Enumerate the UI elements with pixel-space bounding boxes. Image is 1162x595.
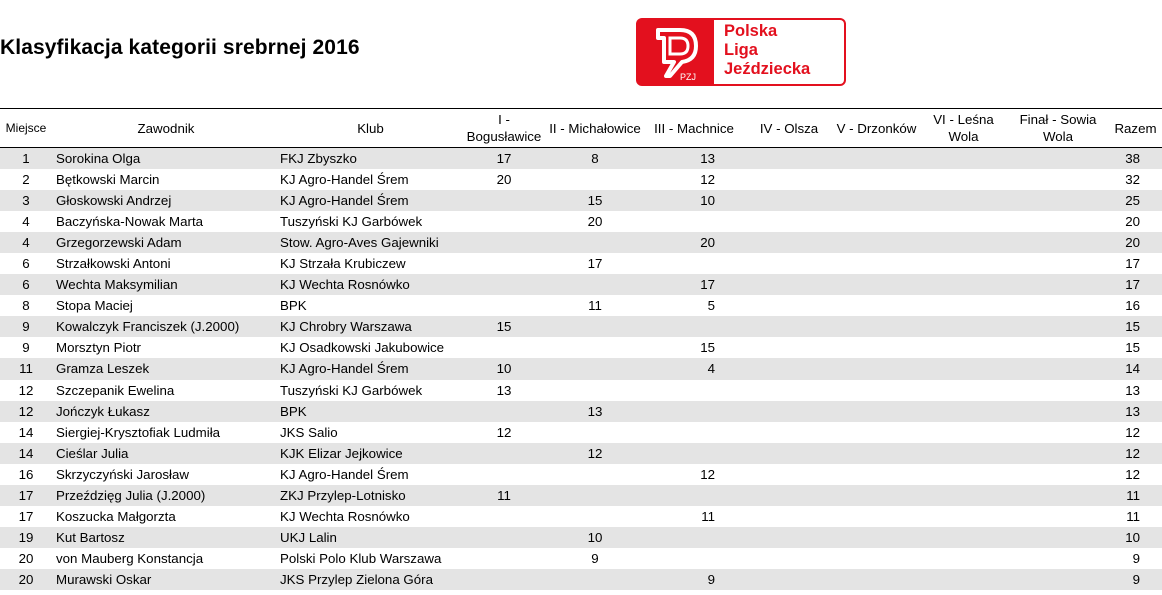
cell-round-1 — [461, 548, 547, 569]
cell-round-3 — [643, 527, 745, 548]
cell-rider-name: Kut Bartosz — [52, 527, 280, 548]
cell-club: Tuszyński KJ Garbówek — [280, 211, 461, 232]
cell-place: 9 — [0, 337, 52, 358]
table-row — [0, 358, 1162, 379]
cell-club: Stow. Agro-Aves Gajewniki — [280, 232, 461, 253]
cell-final — [1007, 190, 1109, 211]
cell-round-1 — [461, 274, 547, 295]
cell-round-4 — [745, 316, 833, 337]
cell-round-6 — [920, 527, 1007, 548]
cell-rider-name: Koszucka Małgorzta — [52, 506, 280, 527]
cell-round-1 — [461, 232, 547, 253]
cell-total: 13 — [1109, 380, 1162, 401]
table-row — [0, 443, 1162, 464]
cell-round-1 — [461, 253, 547, 274]
cell-round-3 — [643, 211, 745, 232]
cell-round-5 — [833, 169, 920, 190]
cell-round-2 — [547, 337, 643, 358]
cell-round-1: 15 — [461, 316, 547, 337]
cell-total: 13 — [1109, 401, 1162, 422]
cell-club: BPK — [280, 401, 461, 422]
cell-round-6 — [920, 316, 1007, 337]
table-row — [0, 527, 1162, 548]
cell-place: 8 — [0, 295, 52, 316]
cell-rider-name: Cieślar Julia — [52, 443, 280, 464]
cell-final — [1007, 148, 1109, 170]
header-club: Klub — [280, 109, 461, 148]
cell-final — [1007, 464, 1109, 485]
cell-round-4 — [745, 569, 833, 590]
table-row — [0, 337, 1162, 358]
cell-place: 3 — [0, 190, 52, 211]
cell-total: 20 — [1109, 232, 1162, 253]
cell-round-5 — [833, 527, 920, 548]
cell-round-3 — [643, 401, 745, 422]
cell-final — [1007, 232, 1109, 253]
cell-place: 12 — [0, 380, 52, 401]
cell-round-4 — [745, 337, 833, 358]
cell-total: 12 — [1109, 464, 1162, 485]
cell-total: 16 — [1109, 295, 1162, 316]
cell-round-4 — [745, 358, 833, 379]
cell-round-2 — [547, 569, 643, 590]
cell-rider-name: Głoskowski Andrzej — [52, 190, 280, 211]
cell-rider-name: von Mauberg Konstancja — [52, 548, 280, 569]
cell-club: KJ Agro-Handel Śrem — [280, 169, 461, 190]
header-round-2: II - Michałowice — [547, 109, 643, 148]
table-row — [0, 401, 1162, 422]
cell-round-6 — [920, 506, 1007, 527]
cell-club: KJ Osadkowski Jakubowice — [280, 337, 461, 358]
cell-round-2 — [547, 358, 643, 379]
cell-round-1 — [461, 527, 547, 548]
cell-round-3 — [643, 422, 745, 443]
cell-round-3 — [643, 443, 745, 464]
cell-round-3: 12 — [643, 464, 745, 485]
table-row — [0, 506, 1162, 527]
cell-place: 19 — [0, 527, 52, 548]
cell-round-5 — [833, 548, 920, 569]
cell-final — [1007, 211, 1109, 232]
cell-total: 12 — [1109, 443, 1162, 464]
cell-total: 12 — [1109, 422, 1162, 443]
cell-total: 9 — [1109, 569, 1162, 590]
cell-rider-name: Murawski Oskar — [52, 569, 280, 590]
cell-total: 9 — [1109, 548, 1162, 569]
cell-rider-name: Wechta Maksymilian — [52, 274, 280, 295]
cell-round-3: 5 — [643, 295, 745, 316]
cell-round-6 — [920, 401, 1007, 422]
table-row — [0, 274, 1162, 295]
cell-round-2: 8 — [547, 148, 643, 170]
cell-round-4 — [745, 295, 833, 316]
cell-round-5 — [833, 464, 920, 485]
cell-club: JKS Salio — [280, 422, 461, 443]
cell-round-3 — [643, 548, 745, 569]
header-final: Finał - Sowia Wola — [1007, 109, 1109, 148]
cell-final — [1007, 569, 1109, 590]
cell-round-4 — [745, 380, 833, 401]
cell-round-5 — [833, 211, 920, 232]
cell-round-4 — [745, 506, 833, 527]
cell-round-1: 12 — [461, 422, 547, 443]
cell-round-1: 13 — [461, 380, 547, 401]
cell-club: KJ Wechta Rosnówko — [280, 274, 461, 295]
table-row — [0, 190, 1162, 211]
cell-final — [1007, 380, 1109, 401]
cell-club: KJ Agro-Handel Śrem — [280, 464, 461, 485]
cell-round-4 — [745, 253, 833, 274]
cell-round-6 — [920, 190, 1007, 211]
cell-round-6 — [920, 337, 1007, 358]
cell-final — [1007, 169, 1109, 190]
cell-place: 2 — [0, 169, 52, 190]
cell-place: 9 — [0, 316, 52, 337]
cell-round-2: 13 — [547, 401, 643, 422]
header-round-5: V - Drzonków — [833, 109, 920, 148]
header-round-4: IV - Olsza — [745, 109, 833, 148]
cell-round-6 — [920, 464, 1007, 485]
cell-rider-name: Strzałkowski Antoni — [52, 253, 280, 274]
cell-round-3: 11 — [643, 506, 745, 527]
cell-round-2 — [547, 506, 643, 527]
cell-round-3: 13 — [643, 148, 745, 170]
cell-club: BPK — [280, 295, 461, 316]
cell-final — [1007, 527, 1109, 548]
cell-final — [1007, 274, 1109, 295]
cell-round-5 — [833, 295, 920, 316]
cell-rider-name: Grzegorzewski Adam — [52, 232, 280, 253]
table-row — [0, 569, 1162, 590]
cell-round-4 — [745, 443, 833, 464]
cell-round-2: 11 — [547, 295, 643, 316]
header-round-1: I - Bogusławice — [461, 109, 547, 148]
cell-round-5 — [833, 337, 920, 358]
cell-round-1 — [461, 211, 547, 232]
cell-place: 6 — [0, 274, 52, 295]
cell-total: 11 — [1109, 485, 1162, 506]
page-title: Klasyfikacja kategorii srebrnej 2016 — [0, 36, 360, 59]
cell-round-1 — [461, 569, 547, 590]
cell-rider-name: Stopa Maciej — [52, 295, 280, 316]
cell-final — [1007, 253, 1109, 274]
cell-place: 16 — [0, 464, 52, 485]
cell-place: 12 — [0, 401, 52, 422]
cell-round-3: 12 — [643, 169, 745, 190]
cell-place: 17 — [0, 485, 52, 506]
cell-round-5 — [833, 401, 920, 422]
cell-club: KJ Wechta Rosnówko — [280, 506, 461, 527]
cell-club: KJ Chrobry Warszawa — [280, 316, 461, 337]
cell-club: KJK Elizar Jejkowice — [280, 443, 461, 464]
cell-round-2 — [547, 274, 643, 295]
logo-text: Polska Liga Jeździecka — [724, 22, 811, 78]
cell-round-1: 11 — [461, 485, 547, 506]
cell-round-1 — [461, 443, 547, 464]
cell-final — [1007, 506, 1109, 527]
table-body — [0, 148, 1162, 590]
cell-round-3 — [643, 485, 745, 506]
cell-round-5 — [833, 506, 920, 527]
cell-round-6 — [920, 380, 1007, 401]
cell-place: 11 — [0, 358, 52, 379]
header-name: Zawodnik — [52, 109, 280, 148]
cell-rider-name: Szczepanik Ewelina — [52, 380, 280, 401]
cell-rider-name: Bętkowski Marcin — [52, 169, 280, 190]
cell-rider-name: Przeździęg Julia (J.2000) — [52, 485, 280, 506]
pzj-horse-icon — [636, 18, 714, 86]
cell-final — [1007, 485, 1109, 506]
cell-round-2: 15 — [547, 190, 643, 211]
cell-rider-name: Sorokina Olga — [52, 148, 280, 170]
cell-club: ZKJ Przylep-Lotnisko — [280, 485, 461, 506]
cell-place: 1 — [0, 148, 52, 170]
cell-final — [1007, 401, 1109, 422]
cell-round-5 — [833, 569, 920, 590]
cell-total: 17 — [1109, 253, 1162, 274]
cell-round-6 — [920, 148, 1007, 170]
cell-round-5 — [833, 253, 920, 274]
cell-final — [1007, 337, 1109, 358]
cell-round-6 — [920, 169, 1007, 190]
cell-rider-name: Gramza Leszek — [52, 358, 280, 379]
cell-round-4 — [745, 274, 833, 295]
cell-round-3: 4 — [643, 358, 745, 379]
cell-round-3 — [643, 253, 745, 274]
cell-round-2 — [547, 380, 643, 401]
cell-total: 11 — [1109, 506, 1162, 527]
cell-final — [1007, 422, 1109, 443]
cell-rider-name: Morsztyn Piotr — [52, 337, 280, 358]
cell-round-1 — [461, 401, 547, 422]
cell-round-1 — [461, 464, 547, 485]
cell-round-5 — [833, 443, 920, 464]
cell-total: 15 — [1109, 337, 1162, 358]
cell-final — [1007, 316, 1109, 337]
cell-round-1 — [461, 295, 547, 316]
cell-round-2: 20 — [547, 211, 643, 232]
cell-round-2 — [547, 422, 643, 443]
table-row — [0, 211, 1162, 232]
cell-club: Tuszyński KJ Garbówek — [280, 380, 461, 401]
cell-total: 20 — [1109, 211, 1162, 232]
cell-round-5 — [833, 380, 920, 401]
cell-round-2 — [547, 316, 643, 337]
cell-final — [1007, 358, 1109, 379]
cell-place: 20 — [0, 548, 52, 569]
cell-round-3: 20 — [643, 232, 745, 253]
table-row — [0, 169, 1162, 190]
cell-round-4 — [745, 211, 833, 232]
cell-round-2 — [547, 232, 643, 253]
classification-table — [0, 108, 1162, 590]
cell-place: 4 — [0, 211, 52, 232]
cell-round-4 — [745, 148, 833, 170]
cell-total: 25 — [1109, 190, 1162, 211]
cell-total: 15 — [1109, 316, 1162, 337]
cell-round-4 — [745, 464, 833, 485]
cell-round-4 — [745, 401, 833, 422]
cell-round-3 — [643, 316, 745, 337]
cell-round-2 — [547, 169, 643, 190]
cell-round-6 — [920, 548, 1007, 569]
cell-round-5 — [833, 358, 920, 379]
cell-round-3: 9 — [643, 569, 745, 590]
cell-club: JKS Przylep Zielona Góra — [280, 569, 461, 590]
cell-rider-name: Baczyńska-Nowak Marta — [52, 211, 280, 232]
cell-round-4 — [745, 232, 833, 253]
table-row — [0, 485, 1162, 506]
cell-round-4 — [745, 527, 833, 548]
cell-round-3: 15 — [643, 337, 745, 358]
cell-round-1 — [461, 190, 547, 211]
cell-round-6 — [920, 422, 1007, 443]
cell-round-6 — [920, 274, 1007, 295]
svg-text:PZJ: PZJ — [680, 72, 697, 82]
cell-round-5 — [833, 190, 920, 211]
table-row — [0, 316, 1162, 337]
cell-round-4 — [745, 169, 833, 190]
header-round-3: III - Machnice — [643, 109, 745, 148]
header-place: Miejsce — [0, 109, 52, 148]
cell-round-5 — [833, 274, 920, 295]
cell-round-4 — [745, 485, 833, 506]
table-header-row — [0, 109, 1162, 148]
cell-place: 4 — [0, 232, 52, 253]
cell-round-6 — [920, 358, 1007, 379]
cell-round-1 — [461, 506, 547, 527]
cell-final — [1007, 548, 1109, 569]
cell-round-6 — [920, 295, 1007, 316]
cell-round-5 — [833, 232, 920, 253]
cell-club: KJ Agro-Handel Śrem — [280, 358, 461, 379]
pzj-logo — [636, 18, 848, 86]
table-row — [0, 295, 1162, 316]
cell-place: 20 — [0, 569, 52, 590]
cell-club: FKJ Zbyszko — [280, 148, 461, 170]
cell-round-3: 10 — [643, 190, 745, 211]
cell-round-6 — [920, 211, 1007, 232]
cell-place: 6 — [0, 253, 52, 274]
cell-total: 14 — [1109, 358, 1162, 379]
header-round-6: VI - Leśna Wola — [920, 109, 1007, 148]
cell-round-2: 12 — [547, 443, 643, 464]
table-row — [0, 253, 1162, 274]
cell-round-1: 17 — [461, 148, 547, 170]
cell-round-6 — [920, 569, 1007, 590]
cell-round-6 — [920, 443, 1007, 464]
cell-round-5 — [833, 485, 920, 506]
header-total: Razem — [1109, 109, 1162, 148]
cell-club: KJ Agro-Handel Śrem — [280, 190, 461, 211]
cell-round-1 — [461, 337, 547, 358]
cell-rider-name: Siergiej-Krysztofiak Ludmiła — [52, 422, 280, 443]
cell-round-1: 20 — [461, 169, 547, 190]
cell-round-4 — [745, 190, 833, 211]
cell-round-4 — [745, 548, 833, 569]
cell-place: 14 — [0, 443, 52, 464]
cell-total: 32 — [1109, 169, 1162, 190]
cell-round-5 — [833, 316, 920, 337]
cell-final — [1007, 295, 1109, 316]
cell-club: KJ Strzała Krubiczew — [280, 253, 461, 274]
cell-rider-name: Jończyk Łukasz — [52, 401, 280, 422]
cell-round-4 — [745, 422, 833, 443]
cell-round-6 — [920, 253, 1007, 274]
cell-place: 17 — [0, 506, 52, 527]
cell-round-2 — [547, 464, 643, 485]
table-row — [0, 464, 1162, 485]
cell-total: 10 — [1109, 527, 1162, 548]
cell-round-2: 9 — [547, 548, 643, 569]
cell-round-5 — [833, 422, 920, 443]
cell-round-6 — [920, 485, 1007, 506]
table-row — [0, 232, 1162, 253]
cell-total: 17 — [1109, 274, 1162, 295]
cell-place: 14 — [0, 422, 52, 443]
cell-round-1: 10 — [461, 358, 547, 379]
table-row — [0, 422, 1162, 443]
cell-club: UKJ Lalin — [280, 527, 461, 548]
table-row — [0, 148, 1162, 170]
cell-round-3 — [643, 380, 745, 401]
cell-rider-name: Skrzyczyński Jarosław — [52, 464, 280, 485]
cell-round-2 — [547, 485, 643, 506]
cell-final — [1007, 443, 1109, 464]
table-row — [0, 548, 1162, 569]
cell-round-5 — [833, 148, 920, 170]
table-row — [0, 380, 1162, 401]
cell-round-2: 17 — [547, 253, 643, 274]
cell-rider-name: Kowalczyk Franciszek (J.2000) — [52, 316, 280, 337]
cell-round-2: 10 — [547, 527, 643, 548]
cell-total: 38 — [1109, 148, 1162, 170]
cell-round-6 — [920, 232, 1007, 253]
cell-round-3: 17 — [643, 274, 745, 295]
cell-club: Polski Polo Klub Warszawa — [280, 548, 461, 569]
